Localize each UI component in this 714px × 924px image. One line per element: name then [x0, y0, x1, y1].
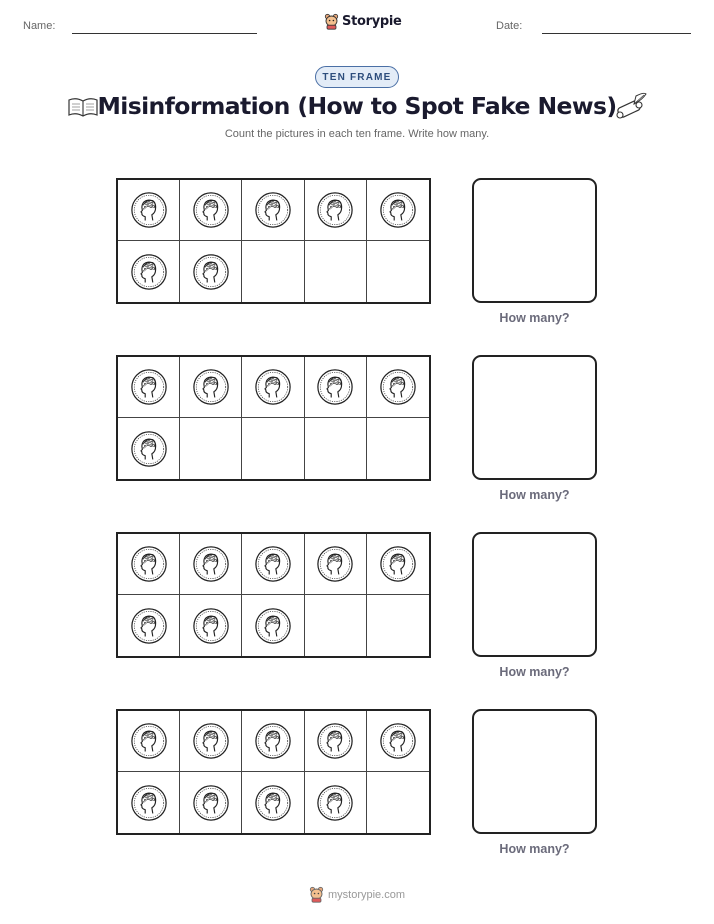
coin-portrait-icon — [192, 253, 230, 291]
ten-frame-2 — [116, 355, 431, 481]
page-title: Misinformation (How to Spot Fake News) — [97, 92, 617, 120]
storypie-logo — [324, 13, 402, 30]
storypie-mascot-icon — [309, 886, 324, 903]
frame-cell — [305, 534, 367, 595]
how-many-label-1: How many? — [499, 311, 570, 325]
frame-cell — [305, 418, 367, 479]
frame-cell — [118, 534, 180, 595]
frame-cell — [367, 180, 429, 241]
coin-portrait-icon — [316, 784, 354, 822]
frame-cell — [118, 180, 180, 241]
date-label: Date: — [496, 20, 523, 32]
frame-cell — [180, 357, 242, 418]
coin-portrait-icon — [316, 191, 354, 229]
frame-cell — [367, 241, 429, 302]
footer-url: mystorypie.com — [327, 888, 406, 901]
frame-cell — [242, 711, 304, 772]
coin-portrait-icon — [379, 545, 417, 583]
coin-portrait-icon — [316, 545, 354, 583]
storypie-mascot-icon — [324, 13, 339, 30]
brand-name: Storypie — [342, 14, 402, 29]
frame-cell — [242, 241, 304, 302]
coin-portrait-icon — [254, 191, 292, 229]
coin-portrait-icon — [192, 368, 230, 406]
frame-cell — [118, 595, 180, 656]
frame-cell — [242, 772, 304, 833]
frame-cell — [118, 711, 180, 772]
frame-cell — [242, 418, 304, 479]
ten-frame-3 — [116, 532, 431, 658]
coin-portrait-icon — [130, 545, 168, 583]
answer-box-1[interactable] — [472, 178, 597, 303]
coin-portrait-icon — [254, 722, 292, 760]
name-label: Name: — [23, 20, 56, 32]
date-line[interactable] — [542, 33, 691, 34]
coin-portrait-icon — [130, 253, 168, 291]
frame-cell — [180, 711, 242, 772]
instructions: Count the pictures in each ten frame. Write how many. — [224, 128, 490, 140]
coin-portrait-icon — [192, 545, 230, 583]
frame-cell — [367, 418, 429, 479]
coin-portrait-icon — [192, 722, 230, 760]
frame-cell — [180, 595, 242, 656]
coin-portrait-icon — [130, 368, 168, 406]
coin-portrait-icon — [254, 784, 292, 822]
coin-portrait-icon — [192, 784, 230, 822]
frame-cell — [367, 595, 429, 656]
footer — [0, 886, 714, 903]
frame-cell — [305, 772, 367, 833]
frame-cell — [180, 180, 242, 241]
answer-box-4[interactable] — [472, 709, 597, 834]
coin-portrait-icon — [316, 368, 354, 406]
coin-portrait-icon — [316, 722, 354, 760]
frame-cell — [242, 534, 304, 595]
coin-portrait-icon — [379, 191, 417, 229]
scroll-quill-icon — [614, 92, 648, 122]
frame-cell — [118, 357, 180, 418]
frame-cell — [242, 357, 304, 418]
answer-box-2[interactable] — [472, 355, 597, 480]
coin-portrait-icon — [254, 545, 292, 583]
coin-portrait-icon — [379, 722, 417, 760]
frame-cell — [180, 241, 242, 302]
worksheet-type-badge: TEN FRAME — [315, 66, 399, 88]
how-many-label-4: How many? — [499, 842, 570, 856]
ten-frame-1 — [116, 178, 431, 304]
name-line[interactable] — [72, 33, 257, 34]
coin-portrait-icon — [130, 430, 168, 468]
coin-portrait-icon — [130, 607, 168, 645]
coin-portrait-icon — [379, 368, 417, 406]
frame-cell — [305, 241, 367, 302]
coin-portrait-icon — [254, 607, 292, 645]
frame-cell — [305, 595, 367, 656]
coin-portrait-icon — [254, 368, 292, 406]
how-many-label-3: How many? — [499, 665, 570, 679]
coin-portrait-icon — [130, 722, 168, 760]
frame-cell — [118, 241, 180, 302]
frame-cell — [305, 357, 367, 418]
frame-cell — [367, 772, 429, 833]
coin-portrait-icon — [192, 191, 230, 229]
ten-frame-4 — [116, 709, 431, 835]
coin-portrait-icon — [192, 607, 230, 645]
coin-portrait-icon — [130, 784, 168, 822]
frame-cell — [180, 418, 242, 479]
frame-cell — [305, 711, 367, 772]
frame-cell — [242, 180, 304, 241]
frame-cell — [367, 534, 429, 595]
frame-cell — [242, 595, 304, 656]
frame-cell — [118, 772, 180, 833]
frame-cell — [118, 418, 180, 479]
how-many-label-2: How many? — [499, 488, 570, 502]
frame-cell — [367, 711, 429, 772]
frame-cell — [180, 772, 242, 833]
answer-box-3[interactable] — [472, 532, 597, 657]
frame-cell — [367, 357, 429, 418]
frame-cell — [305, 180, 367, 241]
frame-cell — [180, 534, 242, 595]
coin-portrait-icon — [130, 191, 168, 229]
